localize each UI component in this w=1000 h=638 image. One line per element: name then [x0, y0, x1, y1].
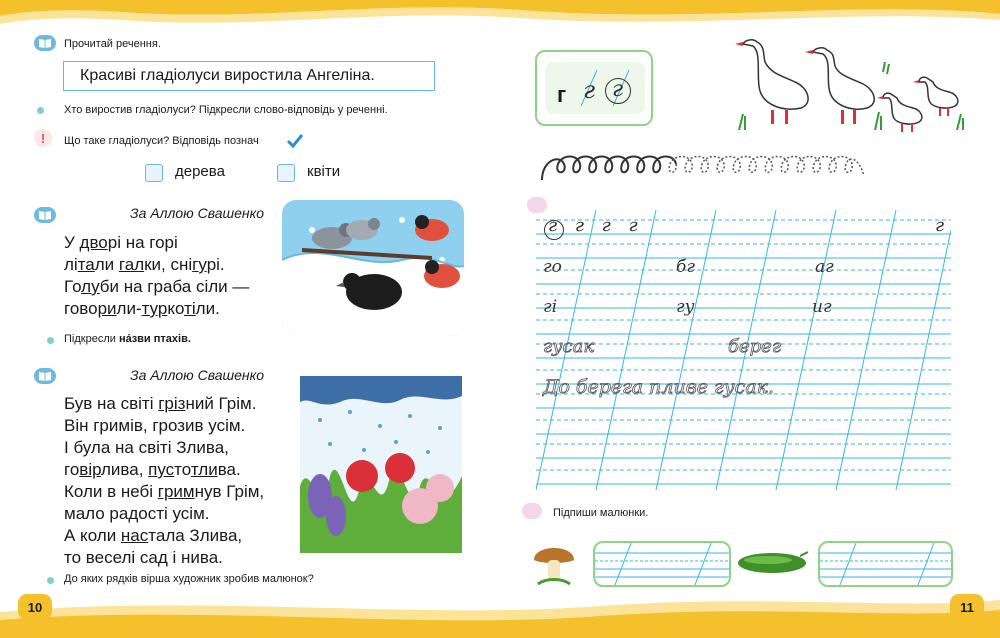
bullet	[47, 337, 54, 344]
question-who-grew: Хто виростив гладіолуси? Підкресли слово-відповідь у реченні.	[64, 104, 388, 116]
letter-circled-script: г	[612, 77, 624, 102]
poem1-author: За Аллою Свашенко	[130, 205, 265, 221]
checkbox-flowers[interactable]	[277, 164, 295, 182]
bullet	[37, 107, 44, 114]
poem2-line: І була на світі Злива,	[64, 438, 229, 457]
option-flowers-label: квіти	[307, 163, 341, 180]
question-what-are: Що таке гладіолуси? Відповідь познач	[64, 135, 259, 147]
read-book-icon	[34, 368, 56, 384]
row1-end-letter: г	[935, 215, 945, 236]
geese-illustration	[735, 32, 965, 134]
checkbox-trees[interactable]	[145, 164, 163, 182]
page-number-right: 11	[950, 594, 984, 620]
letter-script: г	[583, 76, 596, 104]
option-trees-label: дерева	[175, 163, 225, 180]
read-book-icon	[34, 207, 56, 223]
page-number-left: 10	[18, 594, 52, 620]
poem1-line: Голуби на граба сіли —	[64, 277, 250, 296]
exclamation-icon: !	[34, 129, 52, 147]
top-wave-decoration	[0, 0, 1000, 30]
sentence-text: Красиві гладіолуси виростила Ангеліна.	[80, 67, 375, 84]
poem2-line: то веселі сад і нива.	[64, 548, 223, 567]
question-which-lines: До яких рядків вірша художник зробив малюнок?	[64, 573, 314, 585]
row3-item-2: гу	[676, 297, 695, 317]
row2-item-1: го	[543, 257, 562, 277]
row2-item-2: бг	[676, 257, 695, 277]
answer-box-ruling	[595, 543, 729, 585]
poem2-line: говірлива, пустотлива.	[64, 460, 241, 479]
row4-trace-1: гусак	[543, 336, 595, 357]
poem2-line: Він гримів, грозив усім.	[64, 416, 246, 435]
row5-trace-sentence: До берега пливе гусак.	[543, 376, 775, 398]
row3-item-3: иг	[812, 297, 832, 317]
mushroom-illustration	[532, 538, 576, 588]
poem2-author: За Аллою Свашенко	[130, 367, 265, 383]
row4-trace-2: берег	[728, 336, 781, 357]
answer-box-mushroom[interactable]	[593, 541, 731, 587]
letter-card	[535, 50, 653, 126]
handwriting-loops-exercise	[538, 150, 868, 184]
poem2-line: мало радості усім.	[64, 504, 210, 523]
bullet	[47, 577, 54, 584]
instruction-sign-pictures: Підпиши малюнки.	[553, 507, 649, 519]
poem1-line: У дворі на горі	[64, 233, 178, 252]
row1-letters: г г г г	[548, 215, 644, 236]
poem1	[64, 232, 294, 320]
letter-print: г	[557, 82, 567, 107]
sentence-box	[63, 61, 435, 91]
bottom-wave-decoration	[0, 590, 1000, 638]
answer-box-cucumber[interactable]	[818, 541, 953, 587]
read-book-icon	[34, 35, 56, 51]
poem2-line: А коли настала Злива,	[64, 526, 243, 545]
instruction-underline-birds: Підкресли на́зви птахів.	[64, 333, 191, 345]
birds-illustration	[282, 200, 464, 336]
task-read-sentence: Прочитай речення.	[64, 38, 161, 50]
poem1-line: говорили-туркотіли.	[64, 299, 220, 318]
cucumber-illustration	[736, 550, 808, 576]
letter-circle	[605, 78, 631, 104]
poem1-line: літали галки, снігурі.	[64, 255, 225, 274]
poem2-line: Був на світі грізний Грім.	[64, 394, 257, 413]
row2-item-3: аг	[815, 257, 834, 277]
poem2	[64, 393, 294, 569]
answer-box-ruling	[820, 543, 951, 585]
rain-flowers-illustration	[300, 376, 462, 553]
pencil-icon	[522, 503, 542, 519]
checkmark-icon	[287, 134, 303, 148]
poem2-line: Коли в небі гримнув Грім,	[64, 482, 265, 501]
row3-item-1: гі	[543, 297, 558, 317]
